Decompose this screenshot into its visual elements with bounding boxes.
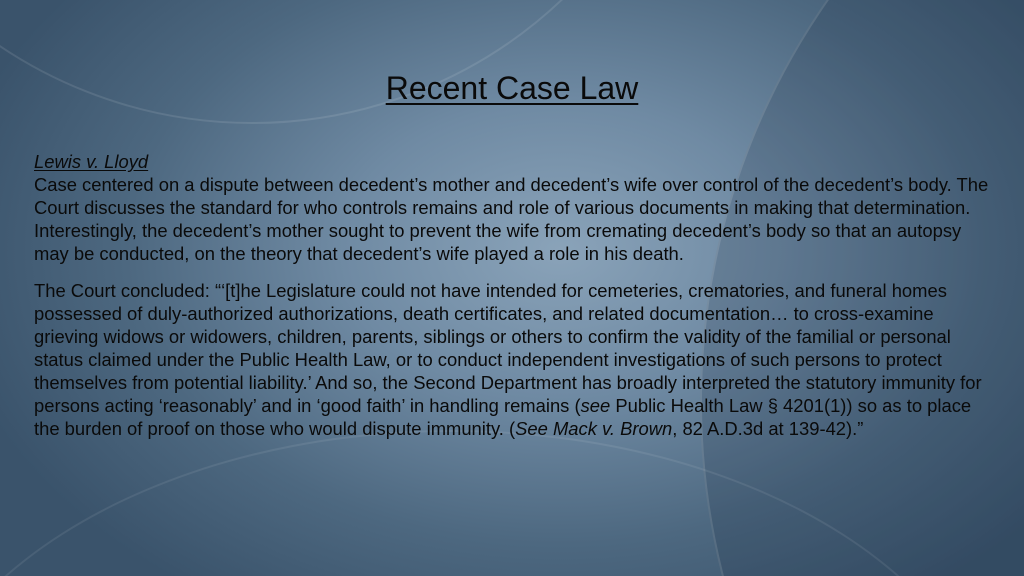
conclusion-text-3: , 82 A.D.3d at 139-42).” [672, 418, 864, 439]
conclusion-text-1: The Court concluded: “‘[t]he Legislature could not have intended for cemeteries, crematories, and funeral homes possessed of duly-authorized authorizations, death certificates, and related documentation… to cross-examine grieving widows or widowers, children, parents, siblings or others to confirm the validity of the familial or personal status claimed under the Public Health Law, or to conduct independent investigations of such persons to protect themselves from potential liability.’ And so, the Second Department has broadly interpreted the statutory immunity for persons acting ‘reasonably’ and in ‘good faith’ in handling remains ( [34, 280, 982, 416]
case-summary-paragraph: Case centered on a dispute between decedent’s mother and decedent’s wife over control of the decedent’s body. The Court discusses the standard for who controls remains and role of various documents in making that determination. Interestingly, the decedent’s mother sought to prevent the wife from cremating decedent’s body so that an autopsy may be conducted, on the theory that decedent’s wife played a role in his death. [34, 174, 989, 264]
decorative-arc-bottom [0, 430, 1004, 576]
slide-body [34, 150, 994, 440]
slide-title: Recent Case Law [385, 70, 639, 106]
conclusion-text-2: Public Health Law § 4201(1)) so as to place the burden of proof on those who would dispute immunity. ( [34, 395, 972, 439]
court-conclusion-paragraph [34, 279, 994, 440]
conclusion-italic-see: see [580, 395, 611, 416]
case-name: Lewis v. Lloyd [34, 151, 149, 172]
conclusion-italic-citation: See Mack v. Brown [515, 418, 673, 439]
